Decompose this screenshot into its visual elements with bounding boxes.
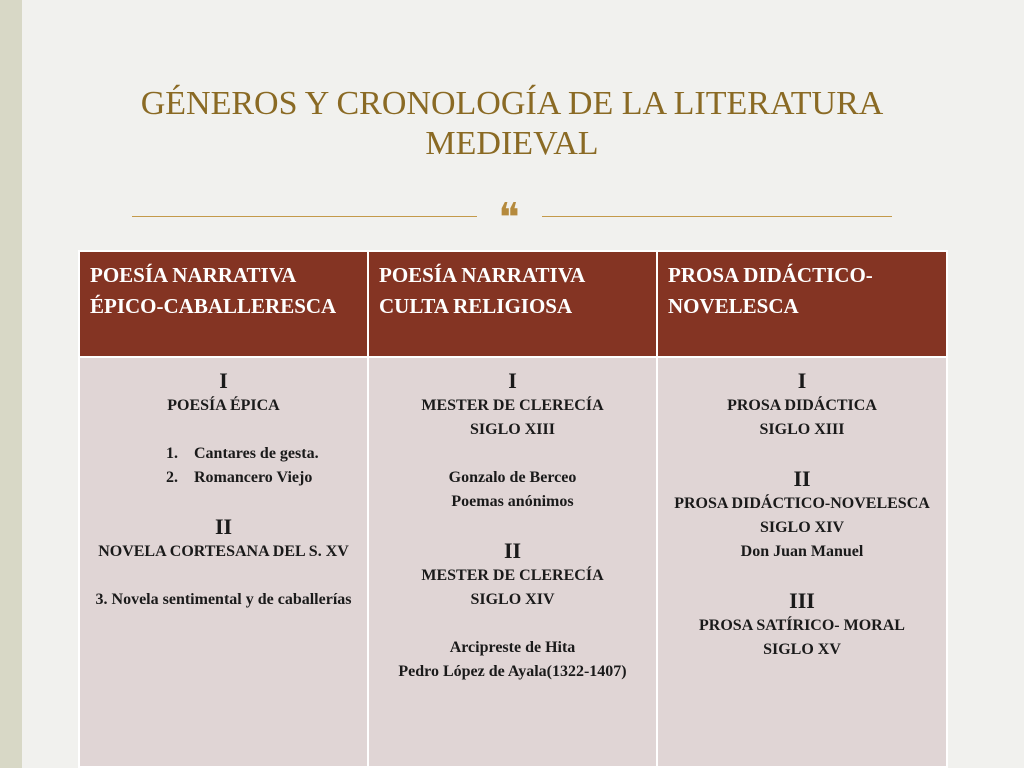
cell-prose xyxy=(657,357,947,767)
section-number: I xyxy=(797,368,807,393)
section-title: MESTER DE CLERECÍA xyxy=(421,567,604,584)
author-name: Arcipreste de Hita xyxy=(449,639,576,656)
century-label: SIGLO XIV xyxy=(759,519,845,536)
section-number: I xyxy=(508,368,517,393)
section-title: POESÍA ÉPICA xyxy=(167,397,280,414)
century-label: SIGLO XIII xyxy=(759,421,845,438)
section-number: III xyxy=(789,588,815,613)
list-item: 1. Cantares de gesta. xyxy=(166,445,319,462)
slide-left-strip xyxy=(0,0,22,768)
section-number: II xyxy=(503,538,522,563)
table-header-row xyxy=(79,251,947,357)
author-name: Poemas anónimos xyxy=(451,493,574,510)
section-number: I xyxy=(219,368,228,393)
title-divider xyxy=(132,195,892,240)
header-cell-religious: POESÍA NARRATIVA CULTA RELIGIOSA xyxy=(368,251,657,357)
section-number: II xyxy=(793,466,811,491)
section-title: NOVELA CORTESANA DEL S. XV xyxy=(98,543,349,560)
divider-line-right xyxy=(542,216,892,217)
work-item: 3. Novela sentimental y de caballerías xyxy=(95,591,352,608)
divider-line-left xyxy=(132,216,477,217)
section-title: PROSA DIDÁCTICO-NOVELESCA xyxy=(674,495,930,512)
scroll-ornament-icon: ❝ xyxy=(498,195,520,240)
section-title: MESTER DE CLERECÍA xyxy=(421,397,604,414)
slide-title: GÉNEROS Y CRONOLOGÍA DE LA LITERATURA MEDIEVAL xyxy=(140,85,884,162)
century-label: SIGLO XIII xyxy=(470,421,555,438)
author-name: Don Juan Manuel xyxy=(740,543,864,560)
list-item: 2. Romancero Viejo xyxy=(166,469,313,486)
header-cell-epic: POESÍA NARRATIVA ÉPICO-CABALLERESCA xyxy=(79,251,368,357)
literature-table xyxy=(78,250,948,768)
century-label: SIGLO XIV xyxy=(470,591,555,608)
work-list xyxy=(88,442,359,490)
cell-epic xyxy=(79,357,368,767)
header-cell-prose: PROSA DIDÁCTICO-NOVELESCA xyxy=(657,251,947,357)
century-label: SIGLO XV xyxy=(763,641,841,658)
section-title: PROSA DIDÁCTICA xyxy=(727,397,877,414)
table-row xyxy=(79,357,947,767)
author-name: Gonzalo de Berceo xyxy=(448,469,577,486)
section-number: II xyxy=(214,514,233,539)
section-title: PROSA SATÍRICO- MORAL xyxy=(699,617,905,634)
cell-religious xyxy=(368,357,657,767)
author-name: Pedro López de Ayala(1322-1407) xyxy=(398,663,627,680)
